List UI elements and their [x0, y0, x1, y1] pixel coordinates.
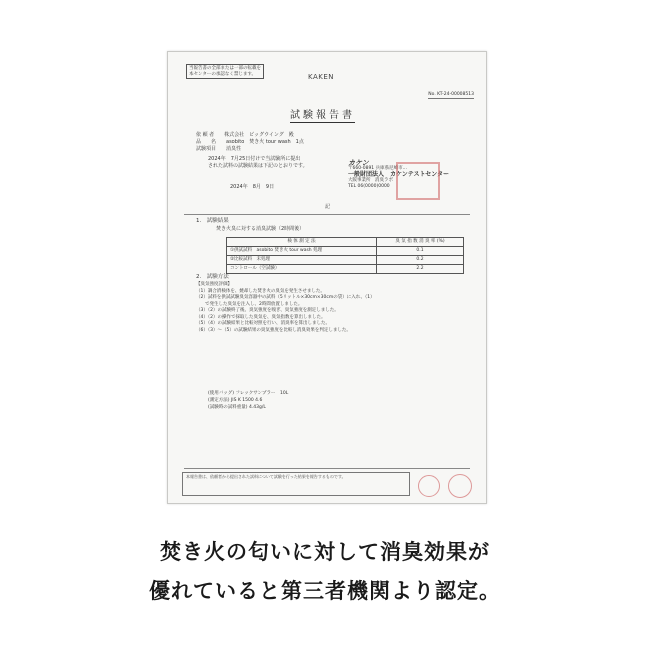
method-line: （2）試料を供試試験臭気容器中の試料（5リットル×30cm×30cmの袋）に入れ、（1） — [196, 295, 375, 300]
seal-stamp-icon — [448, 474, 472, 498]
report-date: 2024年 8月 9日 — [230, 184, 275, 190]
copyright-note — [186, 64, 264, 79]
section1-subtitle: 焚き火臭に対する消臭試験（2時間後） — [216, 226, 305, 232]
method-line: で発生した臭気を注入し、2時間放置しました。 — [196, 301, 303, 307]
table-cell-label: ②比較試料 未処理 — [227, 256, 377, 265]
meta-client: 依 頼 者 株式会社 ビッグウイング 殿 — [196, 132, 294, 138]
equipment-line: (試験時の試料重量) 4.43g/L — [208, 405, 266, 410]
kaken-logo: KAKEN — [308, 73, 335, 81]
table-cell-label: コントロール（空試験） — [227, 265, 377, 274]
table-cell-label: ①供試試料 asobito 焚き火 tour wash 処理 — [227, 247, 377, 256]
section-divider — [184, 214, 470, 215]
report-number: No. KT-24-00008513 — [428, 92, 474, 97]
table-cell-value: 0.1 — [377, 247, 464, 256]
center-branch: 大阪事業所 消臭ラボ — [348, 178, 393, 183]
method-line: （3）（2）の試験終了後、臭気強度を嗅ぎ、臭気強度を測定しました。 — [196, 308, 339, 313]
table-cell-value: 0.2 — [377, 256, 464, 265]
intro-line: 2024年 7月25日付けで当試験所に提出 — [208, 156, 301, 162]
official-seal-stamp — [396, 162, 440, 200]
center-org-name: 一般財団法人 カケンテストセンター — [348, 171, 450, 178]
table-row — [227, 256, 464, 265]
footer-note-box — [182, 472, 410, 496]
method-line: （4）（2）の操作で採取した臭気を、臭気指数を算出しました。 — [196, 314, 326, 320]
caption-line-2: 優れていると第三者機関より認定。 — [149, 579, 501, 603]
results-table — [226, 237, 464, 274]
equipment-notes — [208, 390, 288, 411]
table-cell-value: 2.2 — [377, 265, 464, 274]
footer-divider — [184, 468, 470, 469]
equipment-line: (測定方法) JIS K 1500 4.6 — [208, 398, 263, 403]
method-line: （5）（4）の試験結果と比較対照を行い、消臭率を算出しました。 — [196, 321, 330, 326]
method-line: （1）調合済検体を、焼却した焚き火の臭気を発生させました。 — [196, 288, 325, 294]
method-line: 【臭気強度評価】 — [196, 282, 232, 287]
equipment-line: (使用バッグ) フレックサンプラー 10L — [208, 391, 289, 396]
caption-line-1: 焚き火の匂いに対して消臭効果が — [160, 540, 490, 564]
seal-stamp-icon — [418, 475, 440, 497]
method-description — [196, 282, 375, 334]
method-line: （6）（3）～（5）の試験結果の臭気強度を比較し消臭効果を判定しました。 — [196, 327, 351, 333]
meta-product: 品 名 asobito 焚き火 tour wash 1点 — [196, 139, 304, 145]
section1-title: 1. 試験結果 — [196, 218, 229, 224]
document-title: 試験報告書 — [290, 110, 355, 121]
copyright-note-line: 本センターの承認なく禁じます。 — [189, 71, 256, 77]
record-mark: 記 — [325, 204, 331, 210]
table-header-value: 臭 気 指 数 消 臭 率 (%) — [377, 238, 464, 247]
table-row — [227, 265, 464, 274]
report-meta — [196, 132, 304, 153]
table-header-row — [227, 238, 464, 247]
copyright-note-line: 当報告書の全部または一部の転載を — [189, 66, 261, 71]
report-intro — [208, 156, 308, 170]
kaken-center-logo: カケン — [348, 159, 369, 167]
section2-title: 2. 試験方法 — [196, 274, 229, 280]
test-report-document — [167, 51, 487, 504]
table-row — [227, 247, 464, 256]
center-address: 〒660-0891 兵庫県尼崎市... — [348, 166, 407, 171]
table-header-method: 検 体 測 定 法 — [227, 238, 377, 247]
footer-note-text: 本報告書は、依頼者から提出された試料について試験を行った結果を報告するものです。 — [186, 474, 346, 479]
meta-test-item: 試験項目 消臭性 — [196, 146, 242, 152]
center-tel: TEL 06(0000)0000 — [348, 184, 390, 189]
intro-line: された試料の試験結果は下記のとおりです。 — [208, 163, 308, 169]
